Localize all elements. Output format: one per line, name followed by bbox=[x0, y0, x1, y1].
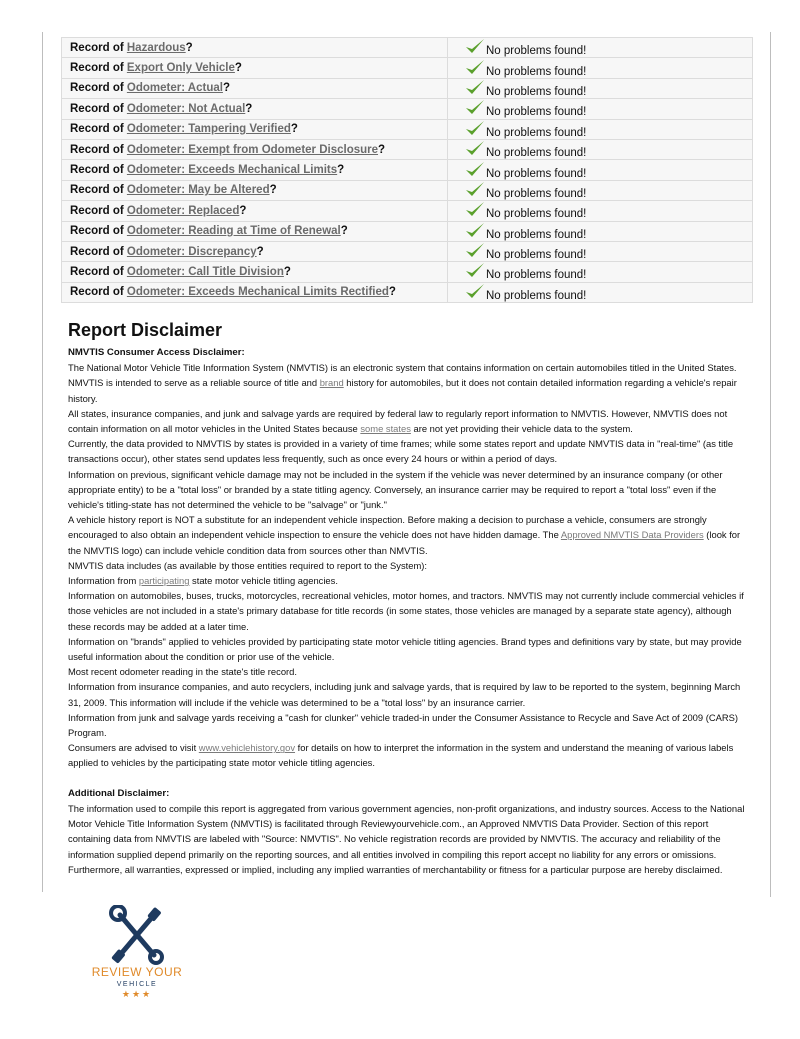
record-link[interactable]: Odometer: Call Title Division bbox=[126, 265, 284, 278]
record-result-cell bbox=[448, 180, 753, 200]
right-border bbox=[770, 32, 771, 897]
logo-line1: REVIEW YOUR bbox=[91, 965, 183, 979]
checkmark-icon bbox=[465, 59, 485, 77]
additional-disclaimer-heading: Additional Disclaimer: bbox=[68, 787, 170, 799]
record-link[interactable]: Odometer: May be Altered bbox=[126, 184, 270, 197]
question-mark: ? bbox=[283, 265, 291, 278]
record-result-cell bbox=[448, 38, 753, 58]
record-link[interactable]: Odometer: Exceeds Mechanical Limits bbox=[126, 164, 338, 177]
records-table bbox=[61, 37, 753, 303]
disclaimer-title: Report Disclaimer bbox=[68, 320, 223, 340]
report-disclaimer bbox=[68, 320, 748, 877]
record-label-cell bbox=[62, 282, 448, 302]
record-link[interactable]: Hazardous bbox=[126, 41, 186, 54]
record-prefix: Record of bbox=[70, 286, 124, 299]
logo-line2: VEHICLE bbox=[116, 981, 158, 988]
record-label-cell bbox=[62, 139, 448, 159]
record-link[interactable]: Odometer: Tampering Verified bbox=[126, 123, 291, 136]
record-link[interactable]: Odometer: Reading at Time of Renewal bbox=[126, 225, 341, 238]
record-prefix: Record of bbox=[70, 82, 124, 95]
record-prefix: Record of bbox=[70, 265, 124, 278]
additional-disclaimer-text: The information used to compile this report is aggregated from various government agencies, non-profit organizations, and industry sources. Access to the National Motor Vehicle Title Information System (NMVTIS) is facilitated through Reviewyourvehicle.com., an Approved NMVTIS Data Provider. Section of this report containing data from NMVTIS are labeled with "Source: NMVTIS". No vehicle registration records are provided by NMVTIS. The accuracy and reliability of the information supplied depend primarily on the reporting sources, and all entities involved in compiling this report accept no liability for any errors or omissions. Furthermore, all warranties, expressed or implied, including any implied warranties of merchantability or fitness for a particular purpose are hereby disclaimed. bbox=[68, 802, 745, 875]
question-mark: ? bbox=[234, 62, 242, 75]
table-row bbox=[62, 262, 753, 282]
record-result-cell bbox=[448, 221, 753, 241]
record-label-cell bbox=[62, 241, 448, 261]
disclaimer-paragraph: All states, insurance companies, and junk and salvage yards are required by federal law to regularly report information to NMVTIS. However, NMVTIS does not contain information on all motor vehicles in the United States because some states are not yet providing their vehicle data to the system. bbox=[68, 407, 728, 435]
disclaimer-paragraph: Information on automobiles, buses, trucks, motorcycles, recreational vehicles, motor homes, and tractors. NMVTIS may not currently include commercial vehicles if those vehicles are not included in a state's primary database for title records (in some states, those vehicles are managed by a separate state agency), although these records may be added at a later time. bbox=[68, 590, 744, 632]
checkmark-icon bbox=[465, 140, 485, 158]
question-mark: ? bbox=[340, 225, 348, 238]
record-result-cell bbox=[448, 58, 753, 78]
record-prefix: Record of bbox=[70, 184, 124, 197]
vehiclehistory-link[interactable]: www.vehiclehistory.gov bbox=[198, 742, 296, 754]
crossed-wrench-screwdriver-icon bbox=[78, 905, 196, 965]
disclaimer-paragraph: Information from participating state motor vehicle titling agencies. bbox=[68, 575, 338, 587]
record-prefix: Record of bbox=[70, 41, 124, 54]
question-mark: ? bbox=[337, 164, 345, 177]
record-result-cell bbox=[448, 282, 753, 302]
record-prefix: Record of bbox=[70, 204, 124, 217]
participating-link[interactable]: participating bbox=[138, 575, 190, 587]
question-mark: ? bbox=[222, 82, 230, 95]
record-result-cell bbox=[448, 262, 753, 282]
question-mark: ? bbox=[378, 143, 386, 156]
checkmark-icon bbox=[465, 201, 485, 219]
some-states-link[interactable]: some states bbox=[360, 423, 411, 435]
consumer-disclaimer-heading: NMVTIS Consumer Access Disclaimer: bbox=[68, 347, 245, 358]
question-mark: ? bbox=[185, 41, 193, 54]
checkmark-icon bbox=[465, 79, 485, 97]
record-label-cell bbox=[62, 38, 448, 58]
question-mark: ? bbox=[290, 123, 298, 136]
disclaimer-paragraph: Information from junk and salvage yards receiving a "cash for clunker" vehicle traded-in under the Consumer Assistance to Recycle and Save Act of 2009 (CARS) Program. bbox=[68, 711, 739, 739]
record-result-cell bbox=[448, 160, 753, 180]
question-mark: ? bbox=[269, 184, 277, 197]
record-link[interactable]: Odometer: Replaced bbox=[126, 204, 240, 217]
record-result-cell bbox=[448, 99, 753, 119]
checkmark-icon bbox=[465, 222, 485, 240]
disclaimer-paragraph: Information on previous, significant vehicle damage may not be included in the system if the vehicle was never determined by an insurance company (or other appropriate entity) to be a "total loss" or branded by a state titling agency. Conversely, an insurance carrier may be required to report a "total loss" even if the vehicle's titling-state has not determined the vehicle to be "salvage" or "junk." bbox=[68, 468, 723, 511]
table-row bbox=[62, 221, 753, 241]
result-text: No problems found! bbox=[486, 147, 587, 160]
record-prefix: Record of bbox=[70, 164, 124, 177]
disclaimer-paragraph: The National Motor Vehicle Title Information System (NMVTIS) is an electronic system that contains information on certain automobiles titled in the United States. NMVTIS is intended to serve as a reliable source of title and brand history for automobiles, but it does not contain detailed information regarding a vehicle's repair history. bbox=[68, 362, 737, 404]
result-text: No problems found! bbox=[486, 85, 587, 98]
table-row bbox=[62, 99, 753, 119]
checkmark-icon bbox=[465, 181, 485, 199]
disclaimer-paragraph: Most recent odometer reading in the state's title record. bbox=[68, 666, 297, 678]
record-label-cell bbox=[62, 221, 448, 241]
checkmark-icon bbox=[465, 283, 485, 301]
question-mark: ? bbox=[256, 245, 264, 258]
record-label-cell bbox=[62, 78, 448, 98]
table-row bbox=[62, 241, 753, 261]
question-mark: ? bbox=[245, 102, 253, 115]
checkmark-icon bbox=[465, 38, 485, 56]
record-label-cell bbox=[62, 58, 448, 78]
result-text: No problems found! bbox=[486, 65, 587, 78]
result-text: No problems found! bbox=[486, 208, 587, 221]
record-link[interactable]: Odometer: Exceeds Mechanical Limits Rectified bbox=[126, 286, 389, 299]
disclaimer-paragraph: Information from insurance companies, and auto recyclers, including junk and salvage yards, that is required by law to be reported to the system, beginning March 31, 2009. This information will include if the vehicle was determined to be a "total loss" by an insurance carrier. bbox=[68, 681, 741, 708]
review-your-vehicle-logo bbox=[78, 905, 196, 1005]
record-label-cell bbox=[62, 262, 448, 282]
table-row bbox=[62, 180, 753, 200]
table-row bbox=[62, 38, 753, 58]
record-result-cell bbox=[448, 139, 753, 159]
checkmark-icon bbox=[465, 120, 485, 138]
approved-providers-link[interactable]: Approved NMVTIS Data Providers bbox=[560, 529, 704, 541]
record-prefix: Record of bbox=[70, 102, 124, 115]
checkmark-icon bbox=[465, 262, 485, 280]
result-text: No problems found! bbox=[486, 106, 587, 119]
result-text: No problems found! bbox=[486, 167, 587, 180]
record-label-cell bbox=[62, 201, 448, 221]
record-link[interactable]: Odometer: Actual bbox=[126, 82, 223, 95]
record-link[interactable]: Export Only Vehicle bbox=[126, 62, 235, 75]
record-prefix: Record of bbox=[70, 225, 124, 238]
brand-link[interactable]: brand bbox=[319, 377, 344, 389]
record-link[interactable]: Odometer: Not Actual bbox=[126, 102, 246, 115]
record-label-cell bbox=[62, 99, 448, 119]
question-mark: ? bbox=[239, 204, 247, 217]
disclaimer-paragraph: Currently, the data provided to NMVTIS by states is provided in a variety of time frames; while some states report and update NMVTIS data in "real-time" (as title transactions occur), other states send updates less frequently, such as once every 24 hours or within a period of days. bbox=[68, 438, 734, 465]
result-text: No problems found! bbox=[486, 269, 587, 282]
table-row bbox=[62, 201, 753, 221]
disclaimer-paragraph: A vehicle history report is NOT a substitute for an independent vehicle inspection. Before making a decision to purchase a vehicle, consumers are strongly encouraged to also obtain an independent vehicle inspection to ensure the vehicle does not have hidden damage. The Approved NMVTIS Data Providers (look for the NMVTIS logo) can include vehicle condition data from sources other than NMVTIS. bbox=[68, 514, 741, 556]
logo-stars: ★★★ bbox=[121, 989, 153, 999]
table-row bbox=[62, 58, 753, 78]
record-label-cell bbox=[62, 160, 448, 180]
record-label-cell bbox=[62, 119, 448, 139]
record-result-cell bbox=[448, 78, 753, 98]
table-row bbox=[62, 119, 753, 139]
result-text: No problems found! bbox=[486, 187, 587, 200]
checkmark-icon bbox=[465, 242, 485, 260]
disclaimer-paragraph: Consumers are advised to visit www.vehiclehistory.gov for details on how to interpret the information in the system and understand the meaning of various labels applied to vehicles by the participating state motor vehicle titling agencies. bbox=[68, 742, 734, 769]
record-link[interactable]: Odometer: Discrepancy bbox=[126, 245, 257, 258]
left-border bbox=[42, 32, 43, 892]
checkmark-icon bbox=[465, 161, 485, 179]
result-text: No problems found! bbox=[486, 289, 587, 302]
table-row bbox=[62, 139, 753, 159]
checkmark-icon bbox=[465, 99, 485, 117]
record-prefix: Record of bbox=[70, 245, 124, 258]
result-text: No problems found! bbox=[486, 126, 587, 139]
question-mark: ? bbox=[388, 286, 396, 299]
record-label-cell bbox=[62, 180, 448, 200]
result-text: No problems found! bbox=[486, 228, 587, 241]
disclaimer-paragraph: Information on "brands" applied to vehicles provided by participating state motor vehicle titling agencies. Brand types and definitions vary by state, but may provide useful information about the condition or prior use of the vehicle. bbox=[68, 635, 742, 663]
table-row bbox=[62, 160, 753, 180]
record-result-cell bbox=[448, 241, 753, 261]
record-link[interactable]: Odometer: Exempt from Odometer Disclosure bbox=[126, 143, 379, 156]
disclaimer-paragraph: NMVTIS data includes (as available by those entities required to report to the System): bbox=[68, 559, 428, 571]
record-prefix: Record of bbox=[70, 62, 124, 75]
record-prefix: Record of bbox=[70, 143, 124, 156]
table-row bbox=[62, 282, 753, 302]
result-text: No problems found! bbox=[486, 249, 587, 262]
table-row bbox=[62, 78, 753, 98]
record-prefix: Record of bbox=[70, 123, 124, 136]
record-result-cell bbox=[448, 119, 753, 139]
result-text: No problems found! bbox=[486, 45, 587, 58]
record-result-cell bbox=[448, 201, 753, 221]
